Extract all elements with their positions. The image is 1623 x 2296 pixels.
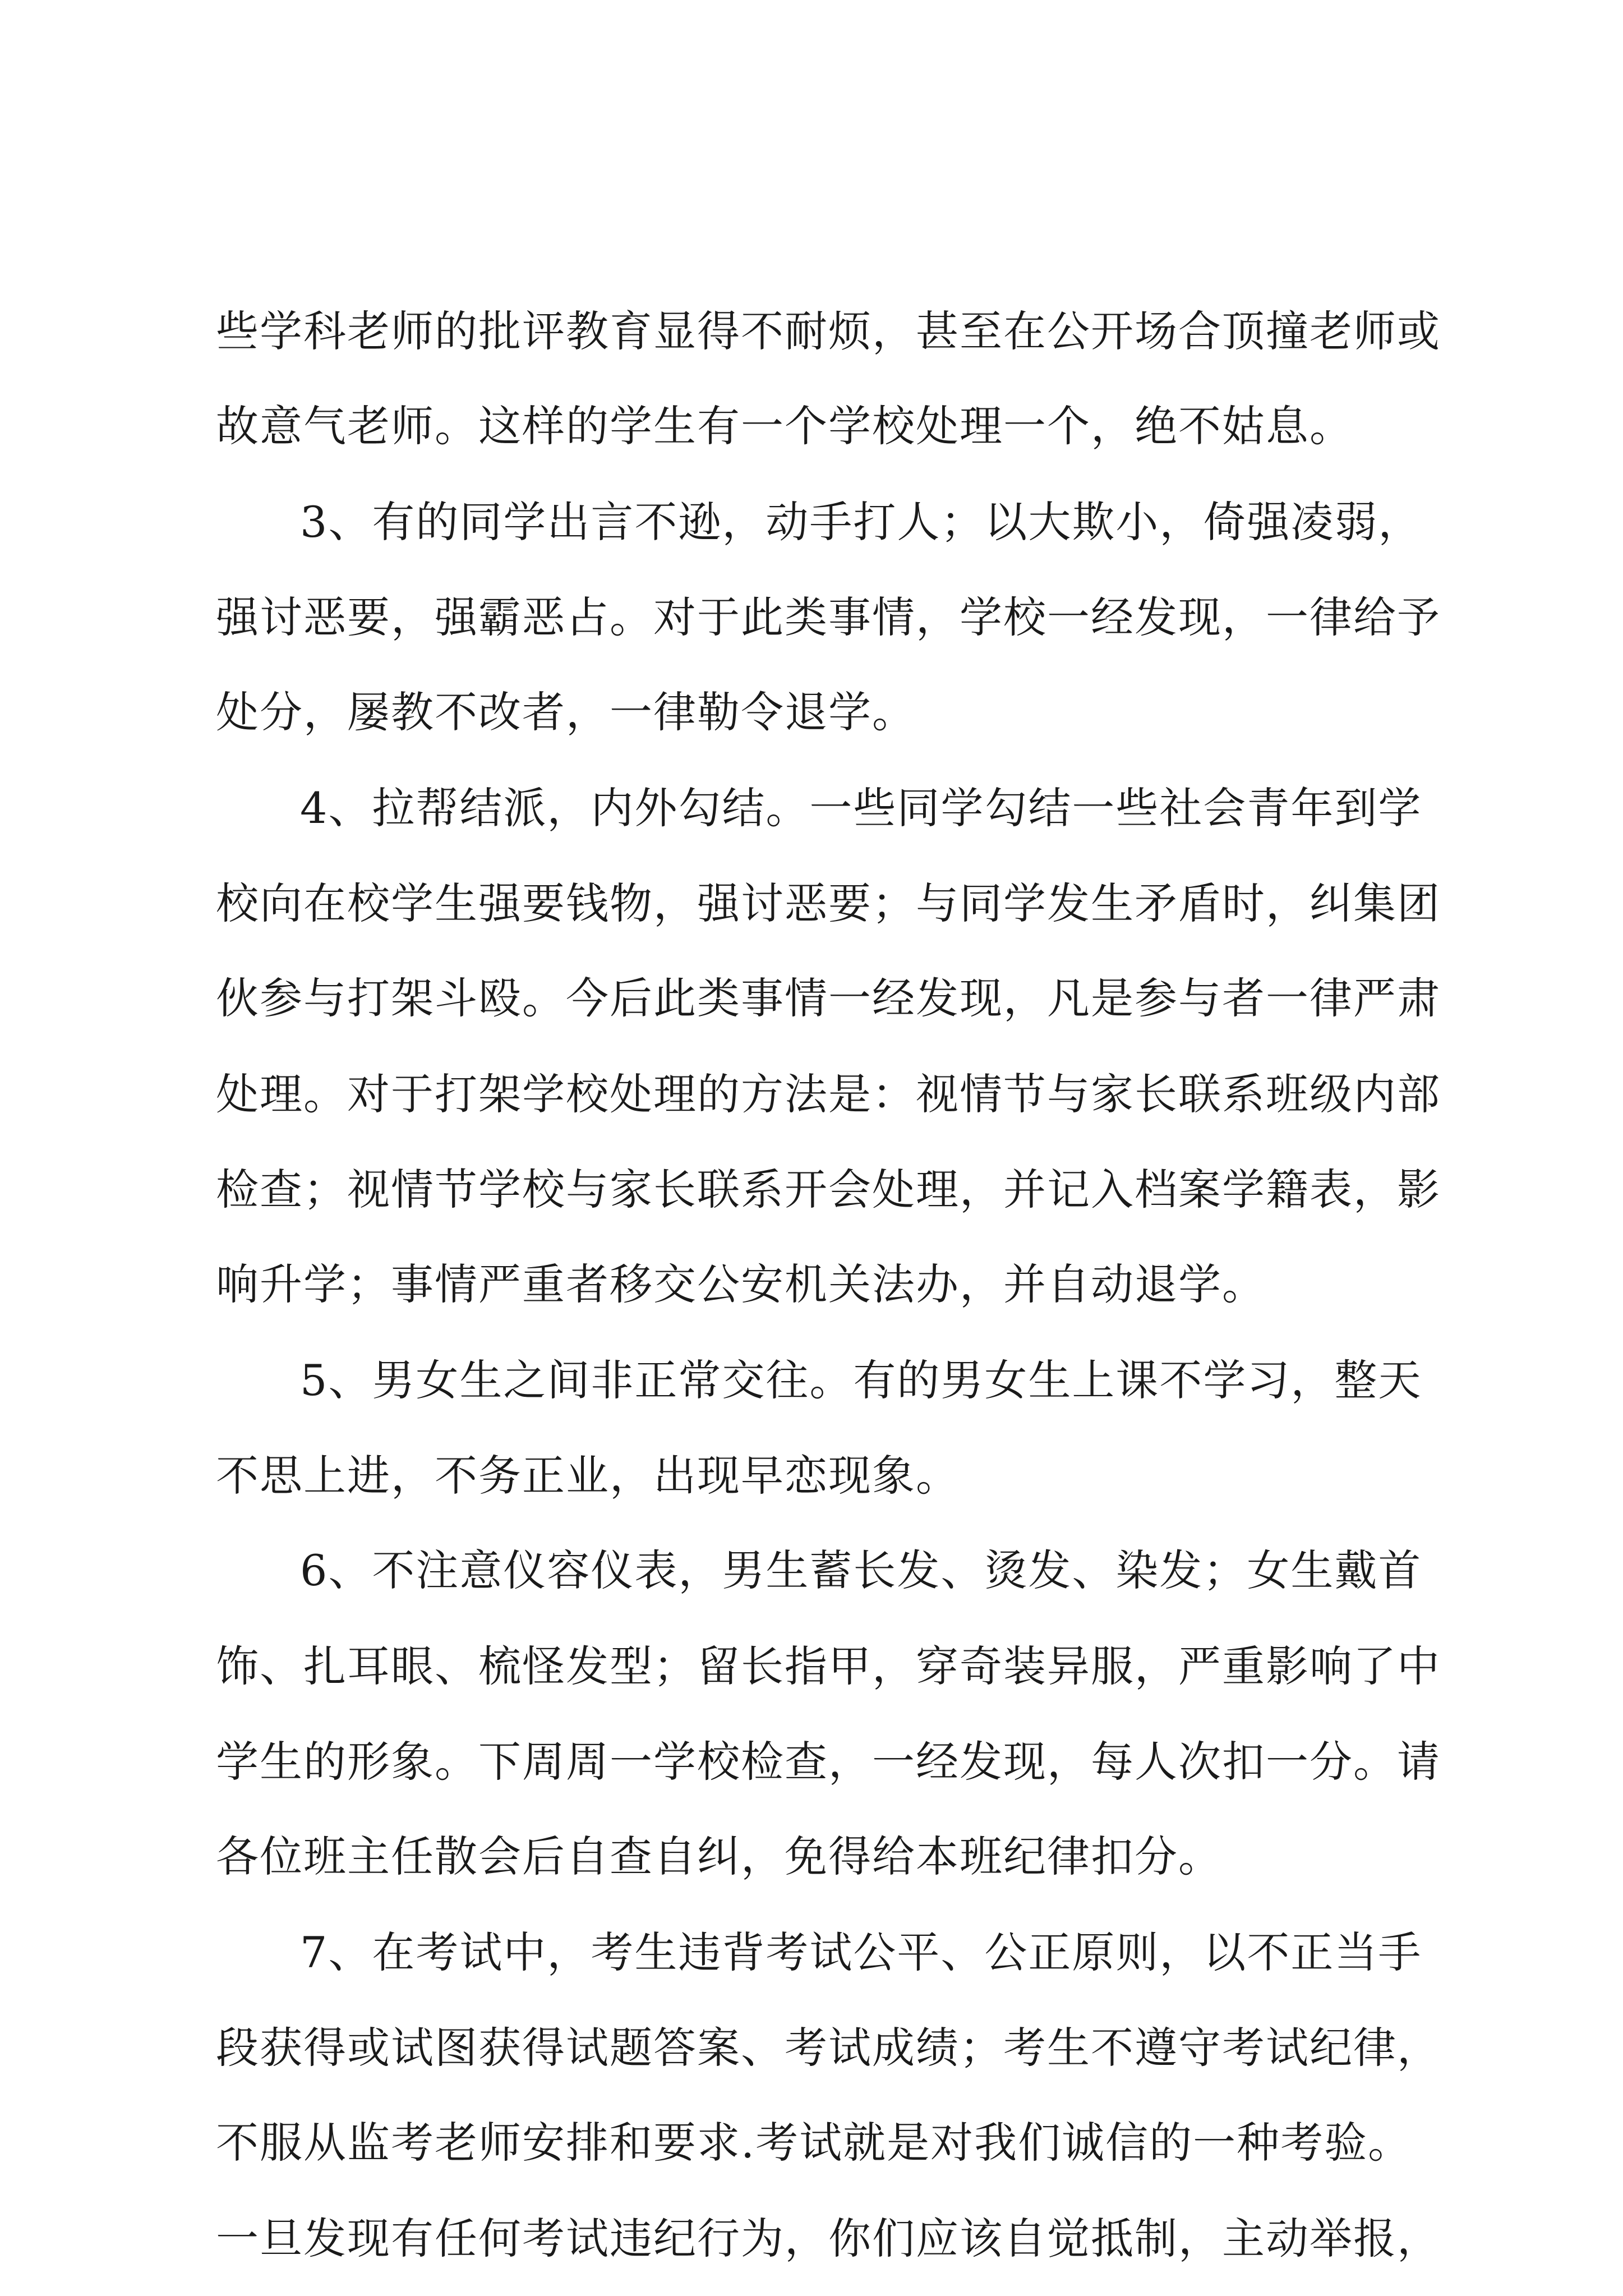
text-line: 伙参与打架斗殴。今后此类事情一经发现，凡是参与者一律严肃 [216,973,1441,1023]
text-line: 些学科老师的批评教育显得不耐烦，甚至在公开场合顶撞老师或 [216,306,1441,356]
text-line: 学生的形象。下周周一学校检查，一经发现，每人次扣一分。请 [216,1737,1441,1787]
text-line: 一旦发现有任何考试违纪行为，你们应该自觉抵制，主动举报， [216,2214,1441,2263]
text-line: 段获得或试图获得试题答案、考试成绩；考生不遵守考试纪律， [216,2023,1441,2073]
text-line: 不服从监考老师安排和要求.考试就是对我们诚信的一种考验。 [216,2118,1412,2168]
paragraph-7-start: 7、在考试中，考生违背考试公平、公正原则，以不正当手 [300,1927,1422,1977]
text-line: 饰、扎耳眼、梳怪发型；留长指甲，穿奇装异服，严重影响了中 [216,1641,1441,1691]
text-line: 处分，屡教不改者，一律勒令退学。 [216,687,916,737]
text-line: 不思上进，不务正业，出现早恋现象。 [216,1451,960,1501]
paragraph-4-start: 4、拉帮结派，内外勾结。一些同学勾结一些社会青年到学 [300,783,1422,833]
text-line: 响升学；事情严重者移交公安机关法办，并自动退学。 [216,1259,1266,1309]
text-line: 处理。对于打架学校处理的方法是：视情节与家长联系班级内部 [216,1069,1441,1119]
text-line: 各位班主任散会后自查自纠，免得给本班纪律扣分。 [216,1832,1222,1881]
text-line: 强讨恶要，强霸恶占。对于此类事情，学校一经发现，一律给予 [216,592,1441,642]
paragraph-5-start: 5、男女生之间非正常交往。有的男女生上课不学习，整天 [300,1355,1422,1405]
text-line: 检查；视情节学校与家长联系开会处理，并记入档案学籍表，影 [216,1165,1441,1214]
paragraph-6-start: 6、不注意仪容仪表，男生蓄长发、烫发、染发；女生戴首 [300,1545,1422,1595]
paragraph-3-start: 3、有的同学出言不逊，动手打人；以大欺小，倚强凌弱， [300,497,1422,547]
text-line: 故意气老师。这样的学生有一个学校处理一个，绝不姑息。 [216,401,1353,451]
text-line: 校向在校学生强要钱物，强讨恶要；与同学发生矛盾时，纠集团 [216,878,1441,928]
